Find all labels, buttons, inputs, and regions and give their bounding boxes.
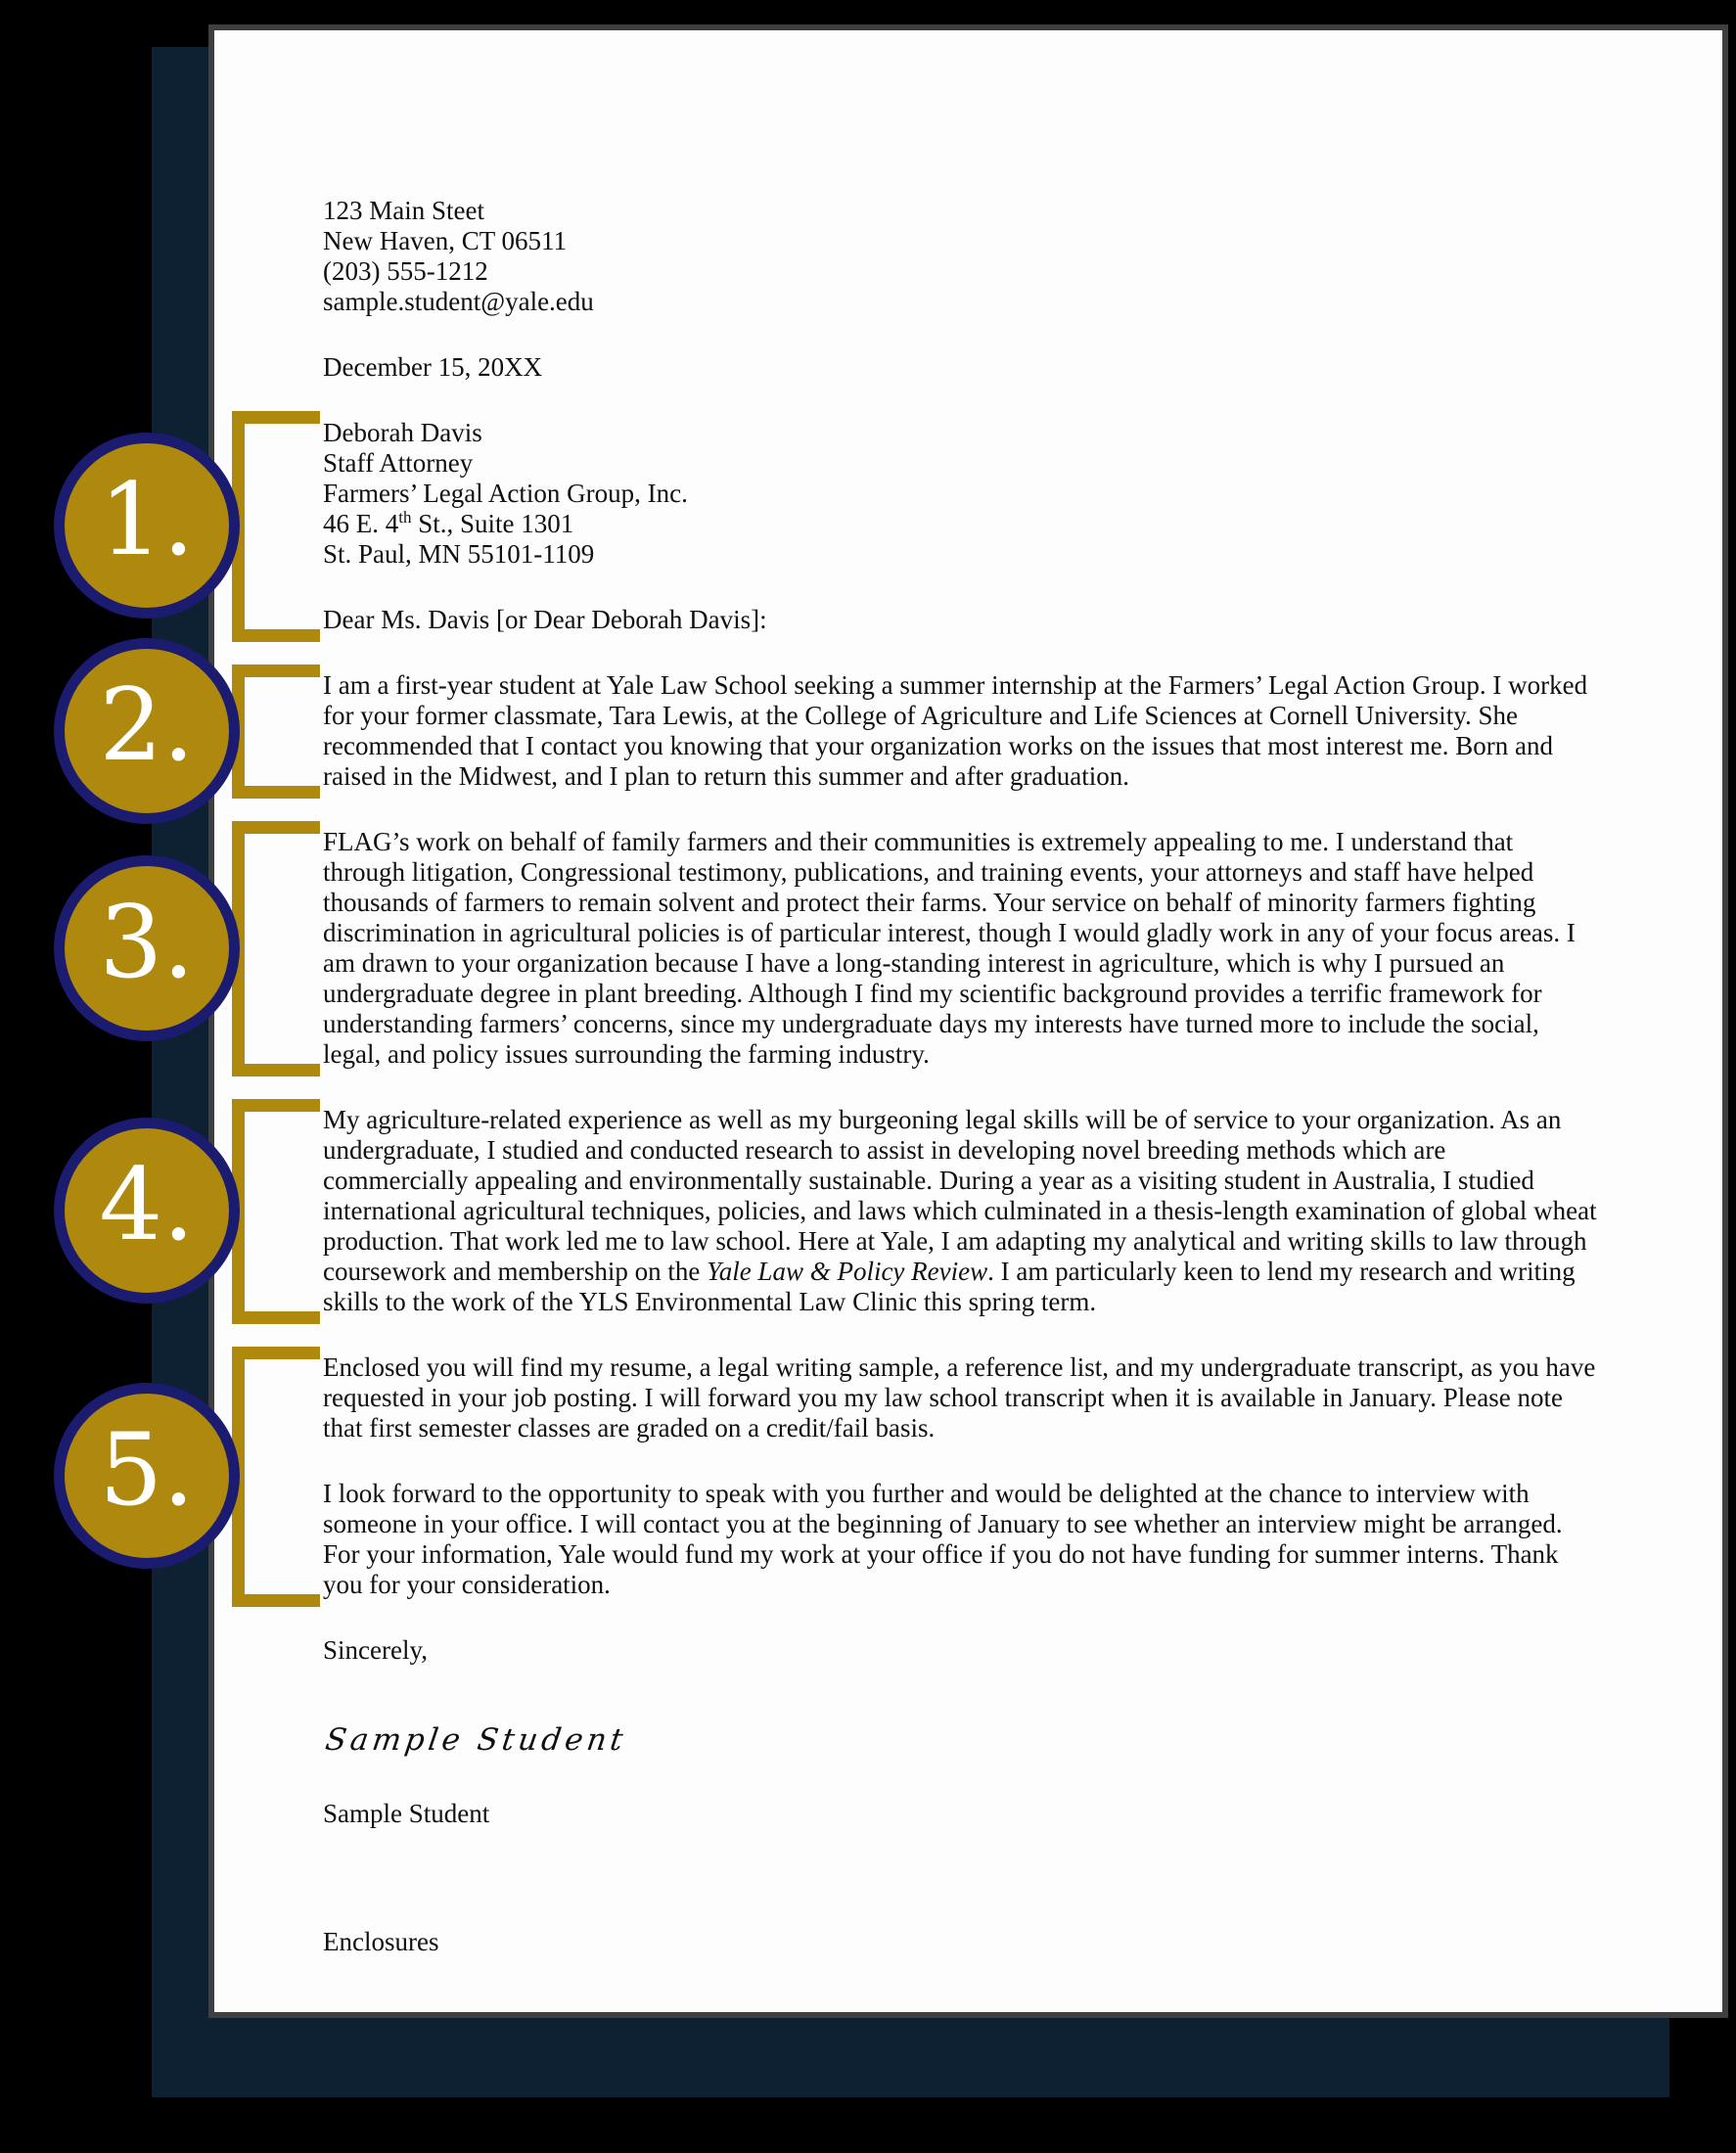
- annotation-number-3: 3.: [99, 885, 195, 1001]
- annotation-badge-3: [54, 855, 240, 1041]
- recipient-title: Staff Attorney: [323, 448, 474, 478]
- recipient-city: St. Paul, MN 55101-1109: [323, 539, 595, 569]
- recipient-street-prefix: 46 E. 4: [323, 509, 399, 538]
- recipient-street: [323, 509, 1597, 539]
- annotation-bracket-1: [232, 411, 320, 642]
- paragraph-qualifications-text: My agriculture-related experience as well as my burgeoning legal skills will be of service to your organization. As an undergraduate, I studied and conducted research to assist in developing novel breeding methods which are commercially appealing and environmentally sustainable. During a year as a visiting student in Australia, I studied international agricultural techniques, policies, and laws which culminated in a thesis-length examination of global wheat production. That work led me to law school. Here at Yale, I am adapting my analytical and writing skills to law through coursework and membership on the: [323, 1105, 1597, 1286]
- annotation-number-1: 1.: [99, 462, 195, 578]
- letter-page: [208, 24, 1728, 2018]
- annotation-number-2: 2.: [99, 667, 195, 784]
- paragraph-interest-in-org: FLAG’s work on behalf of family farmers and their communities is extremely appealing to me. I understand that through litigation, Congressional testimony, publications, and training events, your attorneys and staff have helped thousands of farmers to remain solvent and protect their farms. Your service on behalf of minority farmers fighting discrimination in agricultural policies is of particular interest, though I would gladly work in any of your focus areas. I am drawn to your organization because I have a long-standing interest in agriculture, which is why I pursued an undergraduate degree in plant breeding. Although I find my scientific background provides a terrific framework for understanding farmers’ concerns, since my undergraduate days my interests have turned more to include the social, legal, and policy issues surrounding the farming industry.: [323, 827, 1576, 1069]
- salutation: Dear Ms. Davis [or Dear Deborah Davis]:: [323, 605, 767, 634]
- annotation-badge-4: [54, 1118, 240, 1304]
- typed-signature-name: Sample Student: [323, 1799, 490, 1828]
- recipient-street-ordinal: th: [398, 508, 412, 527]
- annotation-bracket-5: [232, 1347, 320, 1607]
- enclosures-line: Enclosures: [323, 1927, 439, 1956]
- sender-city: New Haven, CT 06511: [323, 226, 567, 255]
- recipient-street-suffix: St., Suite 1301: [411, 509, 574, 538]
- paragraph-qualifications-text-end: . I am particularly keen to lend my research and writing skills to the work of the YLS Environmental Law Clinic this spring term.: [323, 1257, 1576, 1316]
- sender-phone: (203) 555-1212: [323, 256, 488, 286]
- paragraph-qualifications: [323, 1105, 1597, 1317]
- handwritten-signature: Sample Student: [323, 1722, 629, 1758]
- paragraph-enclosures-note: Enclosed you will find my resume, a legal writing sample, a reference list, and my undergraduate transcript, as you have requested in your job posting. I will forward you my law school transcript when it is available in January. Please note that first semester classes are graded on a credit/fail basis.: [323, 1352, 1596, 1443]
- recipient-name: Deborah Davis: [323, 418, 482, 447]
- sender-address-block: [323, 196, 1597, 317]
- letter-body: [214, 30, 1722, 2012]
- annotation-badge-5: [54, 1383, 240, 1569]
- annotation-number-4: 4.: [99, 1147, 195, 1263]
- recipient-organization: Farmers’ Legal Action Group, Inc.: [323, 479, 688, 508]
- sender-street: 123 Main Steet: [323, 196, 484, 225]
- annotation-bracket-2: [232, 664, 320, 799]
- annotation-badge-1: [54, 433, 240, 618]
- annotation-badge-2: [54, 638, 240, 824]
- annotation-bracket-3: [232, 821, 320, 1076]
- annotation-number-5: 5.: [99, 1412, 195, 1529]
- closing-salutation: Sincerely,: [323, 1635, 428, 1665]
- annotation-bracket-4: [232, 1099, 320, 1324]
- letter-date: December 15, 20XX: [323, 352, 543, 382]
- sender-email: sample.student@yale.edu: [323, 287, 594, 316]
- paragraph-follow-up: I look forward to the opportunity to speak with you further and would be delighted at the chance to interview with someone in your office. I will contact you at the beginning of January to see whether an interview might be arranged. For your information, Yale would fund my work at your office if you do not have funding for summer interns. Thank you for your consideration.: [323, 1479, 1563, 1599]
- paragraph-introduction: I am a first-year student at Yale Law School seeking a summer internship at the Farmers’ Legal Action Group. I worked for your former classmate, Tara Lewis, at the College of Agriculture and Life Sciences at Cornell University. She recommended that I contact you knowing that your organization works on the issues that most interest me. Born and raised in the Midwest, and I plan to return this summer and after graduation.: [323, 670, 1588, 791]
- journal-title: Yale Law & Policy Review: [707, 1257, 988, 1286]
- recipient-address-block: [323, 418, 1597, 570]
